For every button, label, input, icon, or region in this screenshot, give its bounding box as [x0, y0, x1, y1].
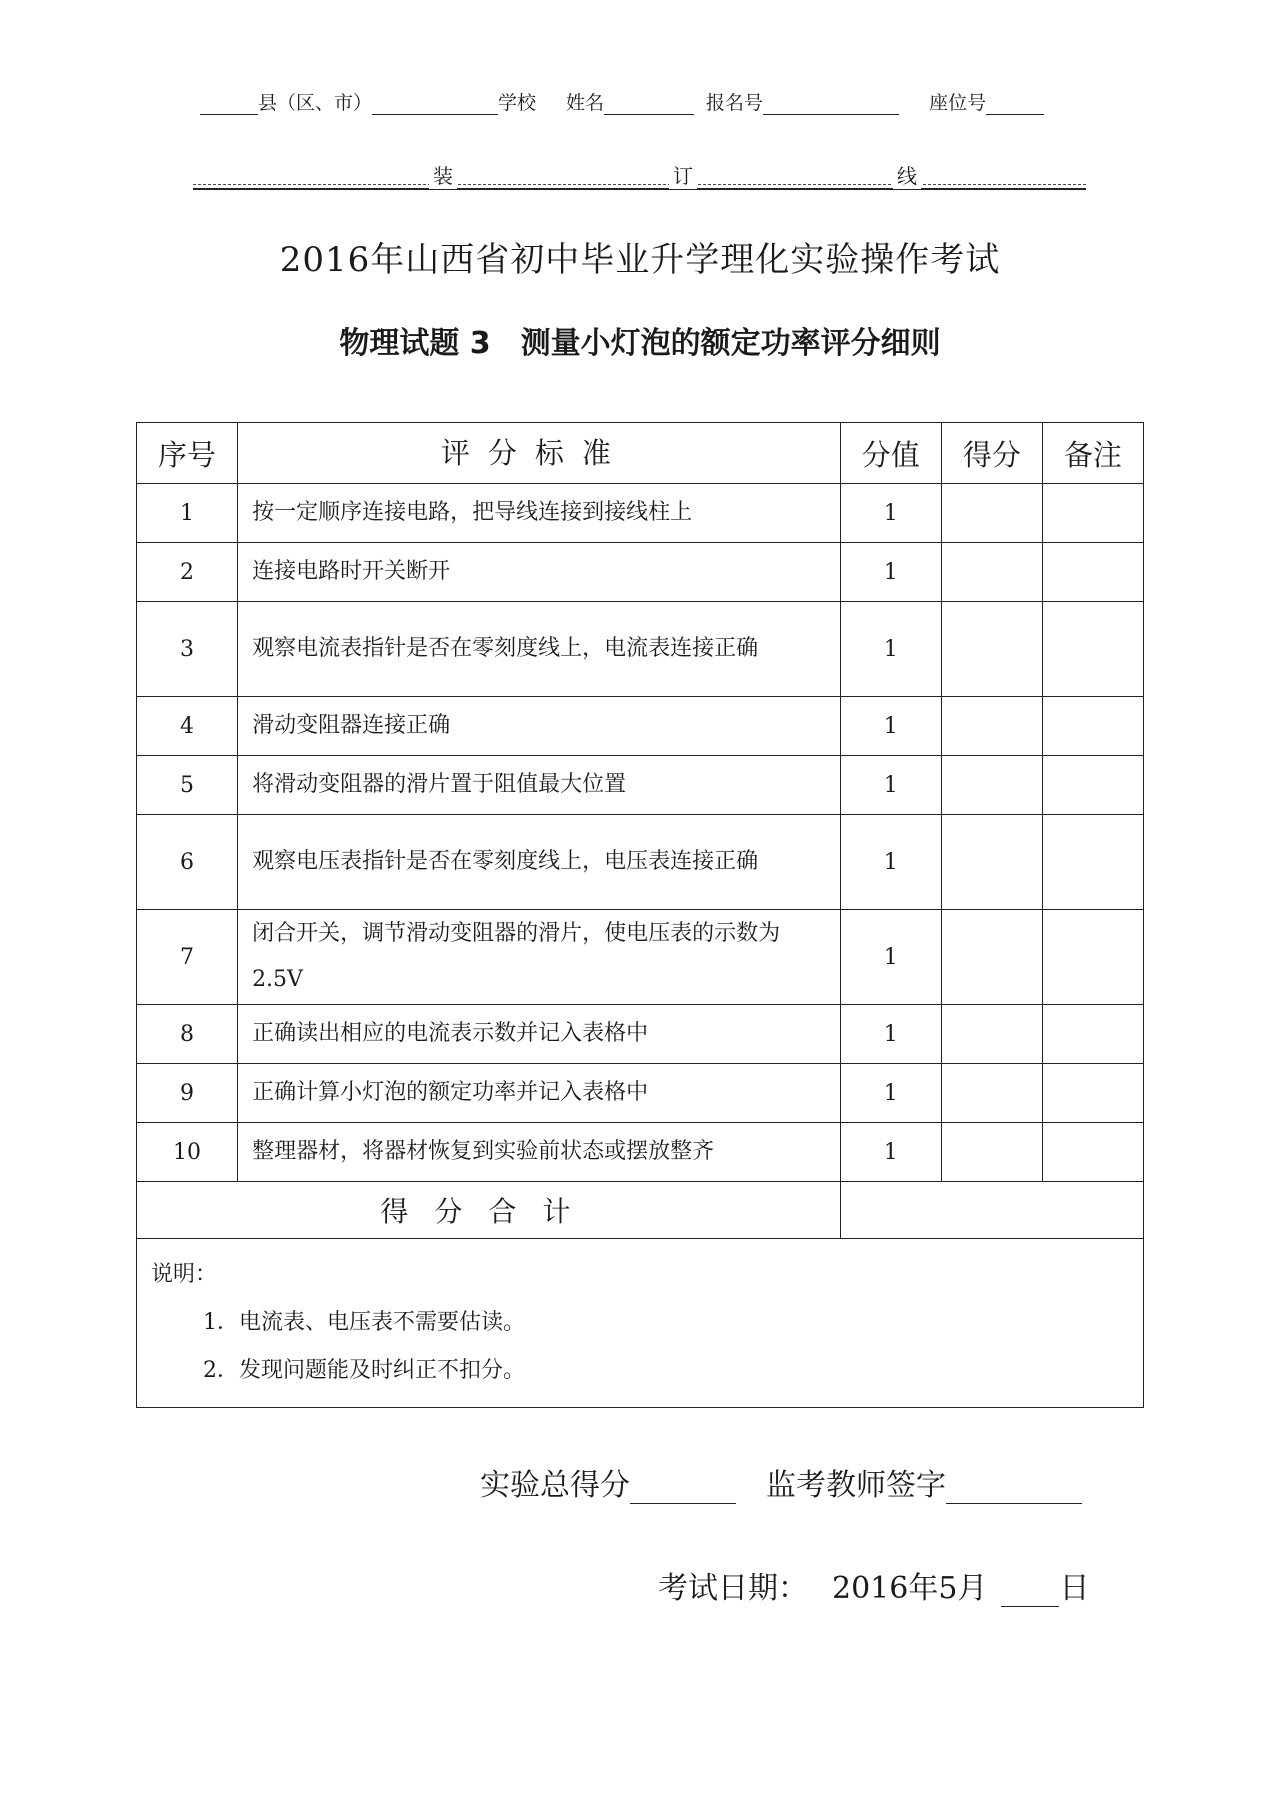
total-row: [137, 1182, 1144, 1239]
table-row: [137, 910, 1144, 1005]
row-note-cell[interactable]: [1042, 543, 1143, 602]
row-value: 1: [840, 815, 941, 910]
row-note-cell[interactable]: [1042, 756, 1143, 815]
table-header-row: [137, 423, 1144, 484]
teacher-signature-label: 监考教师签字: [766, 1468, 946, 1503]
day-blank[interactable]: [1001, 1576, 1059, 1607]
row-note-cell[interactable]: [1042, 1005, 1143, 1064]
teacher-signature-blank[interactable]: [946, 1473, 1082, 1504]
row-criteria: 连接电路时开关断开: [238, 543, 841, 602]
signature-line: [480, 1460, 1082, 1504]
table-row: [137, 756, 1144, 815]
county-label: 县（区、市）: [258, 92, 373, 114]
row-score-cell[interactable]: [941, 815, 1042, 910]
binding-line: [193, 158, 1086, 190]
header-criteria: 评分标准: [238, 423, 841, 484]
header-num: 序号: [137, 423, 238, 484]
exam-subtitle: 物理试题 3 测量小灯泡的额定功率评分细则: [339, 326, 941, 361]
row-score-cell[interactable]: [941, 1123, 1042, 1182]
row-num: 1: [137, 484, 238, 543]
header-value: 分值: [840, 423, 941, 484]
name-label: 姓名: [566, 92, 605, 114]
row-num: 4: [137, 697, 238, 756]
row-note-cell[interactable]: [1042, 602, 1143, 697]
row-num: 8: [137, 1005, 238, 1064]
date-value: 2016年5月: [832, 1571, 988, 1606]
row-criteria: 观察电压表指针是否在零刻度线上，电压表连接正确: [238, 815, 841, 910]
table-row: [137, 1005, 1144, 1064]
table-row: [137, 484, 1144, 543]
row-value: 1: [840, 484, 941, 543]
table-row: [137, 543, 1144, 602]
row-value: 1: [840, 910, 941, 1005]
school-blank[interactable]: [372, 94, 498, 115]
row-note-cell[interactable]: [1042, 484, 1143, 543]
total-score-cell[interactable]: [840, 1182, 1143, 1239]
row-score-cell[interactable]: [941, 1005, 1042, 1064]
row-score-cell[interactable]: [941, 1064, 1042, 1123]
total-label: 得分合计: [137, 1182, 841, 1239]
row-note-cell[interactable]: [1042, 1123, 1143, 1182]
row-criteria: 正确计算小灯泡的额定功率并记入表格中: [238, 1064, 841, 1123]
row-note-cell[interactable]: [1042, 910, 1143, 1005]
table-row: [137, 602, 1144, 697]
note-item: 2．发现问题能及时纠正不扣分。: [203, 1358, 525, 1383]
school-label: 学校: [498, 92, 537, 114]
row-value: 1: [840, 756, 941, 815]
day-label: 日: [1059, 1571, 1090, 1606]
row-criteria: 整理器材，将器材恢复到实验前状态或摆放整齐: [238, 1123, 841, 1182]
row-value: 1: [840, 602, 941, 697]
date-label: 考试日期：: [658, 1571, 808, 1606]
binding-char-2: 订: [669, 160, 697, 189]
table-row: [137, 1123, 1144, 1182]
row-score-cell[interactable]: [941, 756, 1042, 815]
row-num: 2: [137, 543, 238, 602]
county-blank[interactable]: [200, 94, 258, 115]
seat-no-label: 座位号: [929, 92, 987, 114]
row-num: 7: [137, 910, 238, 1005]
row-criteria: 将滑动变阻器的滑片置于阻值最大位置: [238, 756, 841, 815]
row-num: 5: [137, 756, 238, 815]
row-num: 10: [137, 1123, 238, 1182]
row-value: 1: [840, 1123, 941, 1182]
header-note: 备注: [1042, 423, 1143, 484]
name-blank[interactable]: [604, 94, 694, 115]
row-value: 1: [840, 1005, 941, 1064]
binding-char-1: 装: [429, 160, 457, 189]
row-criteria: 正确读出相应的电流表示数并记入表格中: [238, 1005, 841, 1064]
row-score-cell[interactable]: [941, 484, 1042, 543]
row-note-cell[interactable]: [1042, 1064, 1143, 1123]
binding-dotted-rule: [193, 184, 1086, 185]
row-criteria: 闭合开关，调节滑动变阻器的滑片，使电压表的示数为 2.5V: [238, 910, 841, 1005]
row-value: 1: [840, 697, 941, 756]
candidate-info-line: [200, 88, 1080, 115]
row-score-cell[interactable]: [941, 697, 1042, 756]
row-criteria: 滑动变阻器连接正确: [238, 697, 841, 756]
note-item: 1．电流表、电压表不需要估读。: [203, 1310, 525, 1335]
row-note-cell[interactable]: [1042, 697, 1143, 756]
header-score: 得分: [941, 423, 1042, 484]
row-criteria: 按一定顺序连接电路，把导线连接到接线柱上: [238, 484, 841, 543]
table-row: [137, 1064, 1144, 1123]
row-criteria: 观察电流表指针是否在零刻度线上，电流表连接正确: [238, 602, 841, 697]
seat-no-blank[interactable]: [986, 94, 1044, 115]
reg-no-blank[interactable]: [763, 94, 899, 115]
row-num: 6: [137, 815, 238, 910]
row-score-cell[interactable]: [941, 910, 1042, 1005]
row-value: 1: [840, 1064, 941, 1123]
table-row: [137, 697, 1144, 756]
total-score-label: 实验总得分: [480, 1468, 630, 1503]
notes-cell: [137, 1239, 1144, 1408]
notes-title: 说明：: [151, 1262, 218, 1287]
scoring-table: [136, 422, 1144, 1408]
notes-row: [137, 1239, 1144, 1408]
row-value: 1: [840, 543, 941, 602]
row-num: 3: [137, 602, 238, 697]
row-score-cell[interactable]: [941, 543, 1042, 602]
table-row: [137, 815, 1144, 910]
exam-title: 2016年山西省初中毕业升学理化实验操作考试: [279, 240, 1001, 280]
reg-no-label: 报名号: [706, 92, 764, 114]
binding-char-3: 线: [893, 160, 921, 189]
exam-date-line: [658, 1563, 1089, 1607]
row-score-cell[interactable]: [941, 602, 1042, 697]
total-score-blank[interactable]: [630, 1473, 736, 1504]
row-num: 9: [137, 1064, 238, 1123]
row-note-cell[interactable]: [1042, 815, 1143, 910]
